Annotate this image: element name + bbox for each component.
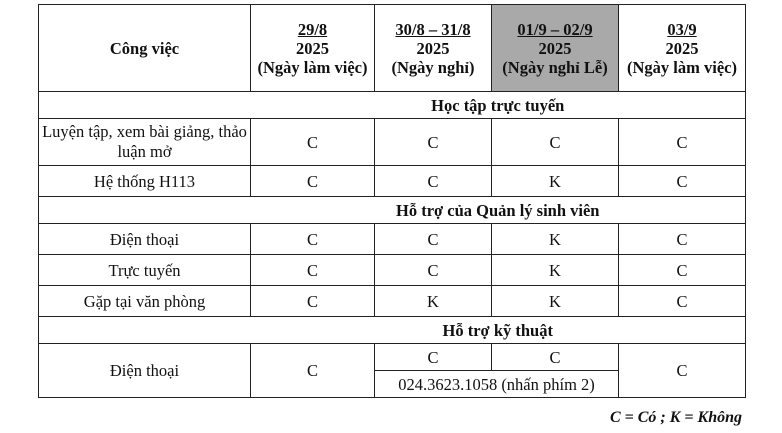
header-col-3 bbox=[492, 5, 619, 92]
cell-value: C bbox=[251, 166, 375, 197]
header-col-4-date: 03/9 bbox=[667, 19, 697, 39]
task-label: Điện thoại bbox=[39, 224, 251, 255]
header-col-2 bbox=[375, 5, 492, 92]
header-col-1 bbox=[251, 5, 375, 92]
section-title-online: Học tập trực tuyến bbox=[251, 92, 746, 119]
header-col-4-year: 2025 bbox=[665, 38, 699, 58]
cell-value: C bbox=[492, 119, 619, 166]
header-col-4 bbox=[619, 5, 746, 92]
cell-value: C bbox=[251, 286, 375, 317]
cell-value: K bbox=[492, 255, 619, 286]
cell-value: C bbox=[619, 344, 746, 398]
schedule-table bbox=[38, 4, 746, 398]
section-title-student-support: Hỗ trợ của Quản lý sinh viên bbox=[251, 197, 746, 224]
header-col-1-year: 2025 bbox=[296, 38, 329, 58]
cell-value: C bbox=[251, 255, 375, 286]
task-label: Hệ thống H113 bbox=[39, 166, 251, 197]
cell-value: C bbox=[251, 344, 375, 398]
cell-value: K bbox=[492, 166, 619, 197]
tech-support-phone: 024.3623.1058 (nhấn phím 2) bbox=[375, 371, 619, 398]
cell-value: C bbox=[619, 224, 746, 255]
section-blank bbox=[39, 197, 251, 224]
cell-value: K bbox=[375, 286, 492, 317]
header-task: Công việc bbox=[39, 5, 251, 92]
header-col-4-kind: (Ngày làm việc) bbox=[627, 57, 737, 77]
cell-value: C bbox=[375, 255, 492, 286]
header-col-2-date: 30/8 – 31/8 bbox=[395, 19, 471, 39]
header-col-3-kind: (Ngày nghỉ Lễ) bbox=[502, 57, 608, 77]
header-col-3-year: 2025 bbox=[538, 38, 572, 58]
cell-value: C bbox=[619, 255, 746, 286]
cell-value: C bbox=[375, 344, 492, 371]
header-col-1-kind: (Ngày làm việc) bbox=[257, 57, 368, 77]
section-blank bbox=[39, 92, 251, 119]
header-col-2-kind: (Ngày nghỉ) bbox=[391, 57, 475, 77]
header-col-1-date: 29/8 bbox=[297, 19, 328, 39]
legend: C = Có ; K = Không bbox=[609, 409, 742, 426]
cell-value: C bbox=[619, 119, 746, 166]
cell-value: C bbox=[375, 119, 492, 166]
cell-value: C bbox=[375, 224, 492, 255]
task-label: Điện thoại bbox=[39, 344, 251, 398]
task-label: Trực tuyến bbox=[39, 255, 251, 286]
cell-value: K bbox=[492, 286, 619, 317]
cell-value: C bbox=[619, 286, 746, 317]
cell-value: C bbox=[619, 166, 746, 197]
section-blank bbox=[39, 317, 251, 344]
cell-value: C bbox=[251, 119, 375, 166]
task-label: Luyện tập, xem bài giảng, thảo luận mở bbox=[39, 119, 251, 166]
cell-value: C bbox=[375, 166, 492, 197]
task-label: Gặp tại văn phòng bbox=[39, 286, 251, 317]
header-col-3-date: 01/9 – 02/9 bbox=[517, 19, 593, 39]
cell-value: C bbox=[492, 344, 619, 371]
section-title-tech-support: Hỗ trợ kỹ thuật bbox=[251, 317, 746, 344]
cell-value: C bbox=[251, 224, 375, 255]
header-col-2-year: 2025 bbox=[416, 38, 450, 58]
cell-value: K bbox=[492, 224, 619, 255]
